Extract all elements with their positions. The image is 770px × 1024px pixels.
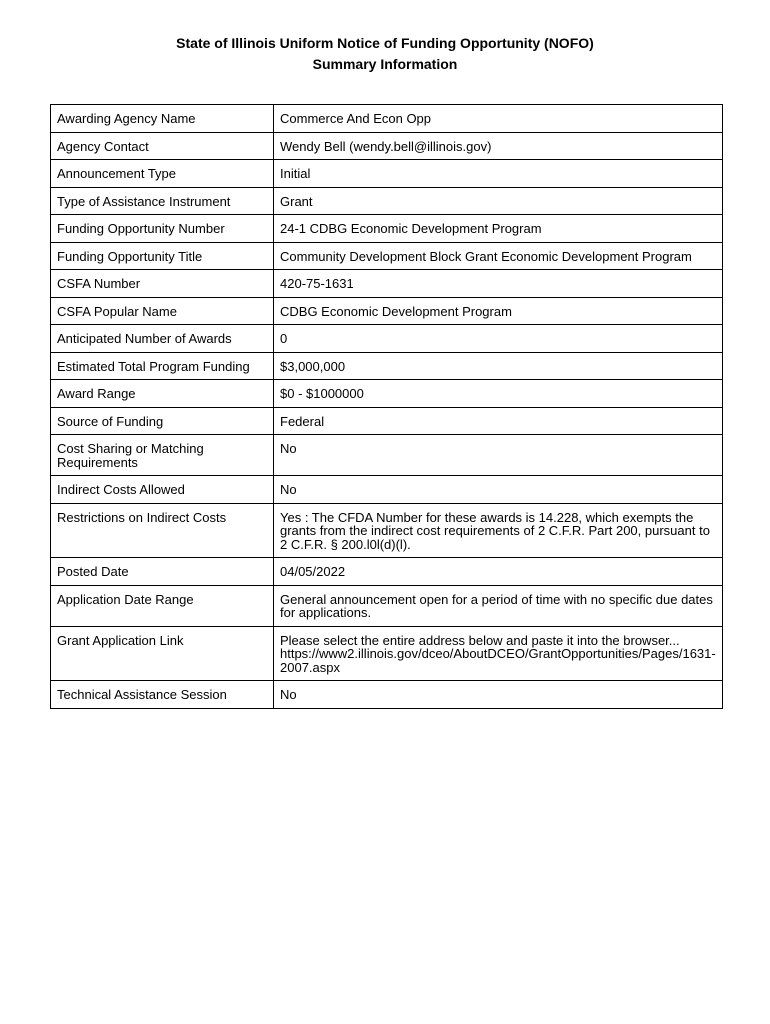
row-label: Awarding Agency Name — [51, 105, 274, 133]
row-value: $3,000,000 — [274, 352, 723, 380]
row-value: No — [274, 681, 723, 709]
row-label: Indirect Costs Allowed — [51, 476, 274, 504]
link-instruction: Please select the entire address below and paste it into the browser... — [280, 632, 680, 648]
row-label: Announcement Type — [51, 160, 274, 188]
row-label: Type of Assistance Instrument — [51, 187, 274, 215]
table-row-funding-opportunity-title — [51, 242, 723, 270]
row-value: 420-75-1631 — [274, 270, 723, 298]
table-row-csfa-popular-name — [51, 297, 723, 325]
row-value: 0 — [274, 325, 723, 353]
row-value: Yes : The CFDA Number for these awards is 14.228, which exempts the grants from the indirect cost requirements of 2 C.F.R. Part 200, pursuant to 2 C.F.R. § 200.l0l(d)(l). — [274, 503, 723, 558]
row-label: Posted Date — [51, 558, 274, 586]
row-label: Estimated Total Program Funding — [51, 352, 274, 380]
row-value: No — [274, 476, 723, 504]
table-row-indirect-costs-allowed — [51, 476, 723, 504]
table-row-application-date-range — [51, 585, 723, 626]
row-value: Community Development Block Grant Economic Development Program — [274, 242, 723, 270]
table-row-cost-sharing — [51, 435, 723, 476]
table-row-award-range — [51, 380, 723, 408]
table-row-source-of-funding — [51, 407, 723, 435]
table-row-technical-assistance — [51, 681, 723, 709]
row-value: Commerce And Econ Opp — [274, 105, 723, 133]
table-row-indirect-cost-restrictions — [51, 503, 723, 558]
table-row-agency-contact — [51, 132, 723, 160]
row-value — [274, 626, 723, 681]
document-title: State of Illinois Uniform Notice of Funding Opportunity (NOFO) — [176, 35, 594, 51]
row-label: Award Range — [51, 380, 274, 408]
row-value: 24-1 CDBG Economic Development Program — [274, 215, 723, 243]
row-label: Anticipated Number of Awards — [51, 325, 274, 353]
row-value: Grant — [274, 187, 723, 215]
table-row-assistance-instrument — [51, 187, 723, 215]
grant-application-link[interactable]: https://www2.illinois.gov/dceo/AboutDCEO/GrantOpportunities/Pages/1631-2007.aspx — [280, 646, 716, 675]
row-label: Technical Assistance Session — [51, 681, 274, 709]
row-label: CSFA Number — [51, 270, 274, 298]
table-row-funding-opportunity-number — [51, 215, 723, 243]
table-row-announcement-type — [51, 160, 723, 188]
row-label: Funding Opportunity Number — [51, 215, 274, 243]
row-value: CDBG Economic Development Program — [274, 297, 723, 325]
row-value: Wendy Bell (wendy.bell@illinois.gov) — [274, 132, 723, 160]
table-row-awarding-agency-name — [51, 105, 723, 133]
table-row-csfa-number — [51, 270, 723, 298]
row-label: Agency Contact — [51, 132, 274, 160]
row-label: Source of Funding — [51, 407, 274, 435]
table-row-anticipated-awards — [51, 325, 723, 353]
row-value: $0 - $1000000 — [274, 380, 723, 408]
row-value: General announcement open for a period of time with no specific due dates for applications. — [274, 585, 723, 626]
row-value: Initial — [274, 160, 723, 188]
row-label: CSFA Popular Name — [51, 297, 274, 325]
row-label: Application Date Range — [51, 585, 274, 626]
row-value: Federal — [274, 407, 723, 435]
table-row-grant-application-link — [51, 626, 723, 681]
row-value: 04/05/2022 — [274, 558, 723, 586]
row-label: Restrictions on Indirect Costs — [51, 503, 274, 558]
row-label: Funding Opportunity Title — [51, 242, 274, 270]
row-label: Grant Application Link — [51, 626, 274, 681]
table-row-posted-date — [51, 558, 723, 586]
summary-table — [50, 104, 723, 709]
row-label: Cost Sharing or Matching Requirements — [51, 435, 274, 476]
row-value: No — [274, 435, 723, 476]
table-row-estimated-funding — [51, 352, 723, 380]
document-subtitle: Summary Information — [312, 56, 458, 72]
